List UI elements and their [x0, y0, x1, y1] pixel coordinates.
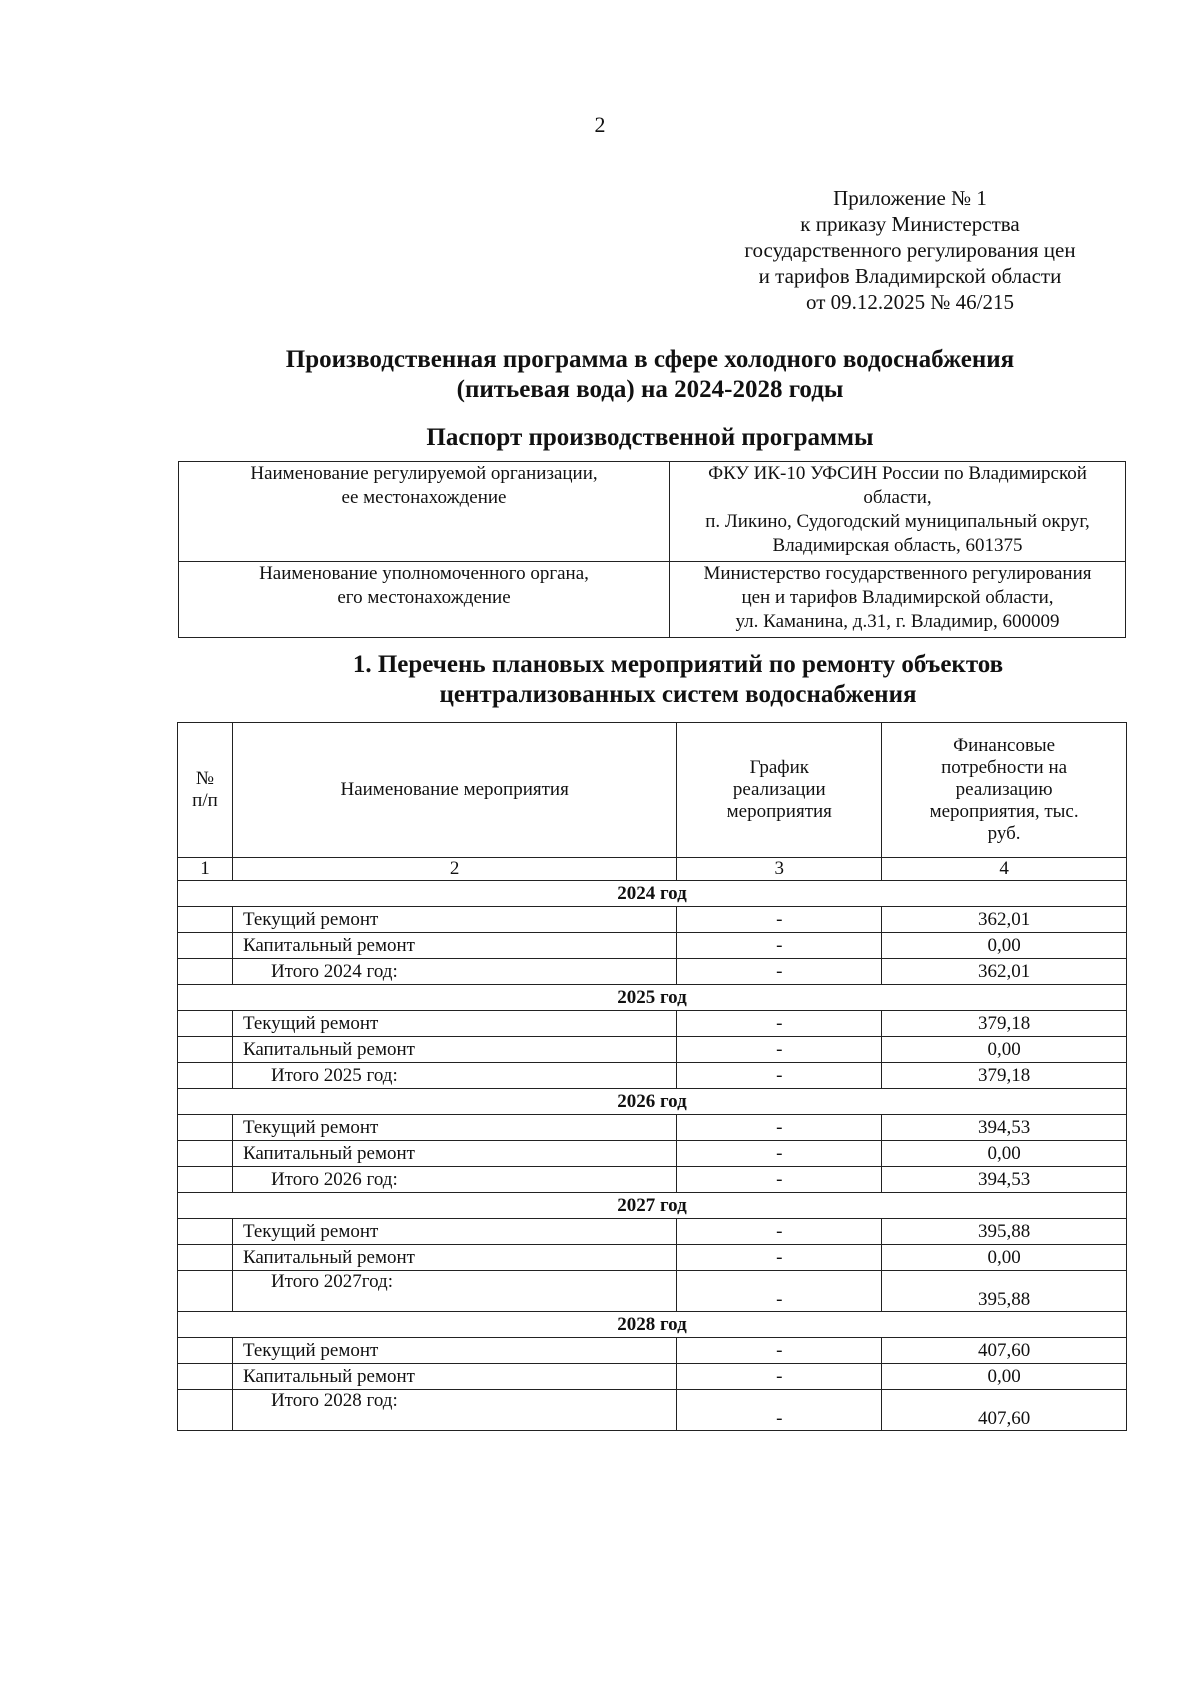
- schedule-cell: -: [677, 959, 882, 985]
- row-number: [178, 1115, 233, 1141]
- passport-row: [179, 562, 1126, 638]
- table-row: [178, 1338, 1127, 1364]
- table-row: [178, 1115, 1127, 1141]
- finance-value: 394,53: [882, 1115, 1127, 1141]
- row-number: [178, 1338, 233, 1364]
- schedule-cell: -: [677, 1219, 882, 1245]
- column-number: 2: [232, 858, 676, 881]
- header-line: №: [195, 768, 215, 789]
- row-number: [178, 1141, 233, 1167]
- year-row: [178, 881, 1127, 907]
- activity-name: Капитальный ремонт: [232, 1245, 676, 1271]
- finance-value: 379,18: [882, 1063, 1127, 1089]
- label-line: его местонахождение: [337, 587, 511, 608]
- header-line: реализацию: [955, 779, 1053, 800]
- value-line: ФКУ ИК-10 УФСИН России по Владимирской: [708, 463, 1087, 484]
- activity-name: Итого 2024 год:: [232, 959, 676, 985]
- header-name: Наименование мероприятия: [232, 723, 676, 858]
- schedule-cell: -: [677, 1011, 882, 1037]
- year-row: [178, 1089, 1127, 1115]
- activity-name: Текущий ремонт: [232, 1011, 676, 1037]
- row-number: [178, 1219, 233, 1245]
- year-row: [178, 985, 1127, 1011]
- activity-name: Капитальный ремонт: [232, 1037, 676, 1063]
- activity-name: Капитальный ремонт: [232, 1141, 676, 1167]
- row-number: [178, 933, 233, 959]
- label-line: Наименование уполномоченного органа,: [259, 563, 589, 584]
- total-row: [178, 1167, 1127, 1193]
- finance-value: 395,88: [882, 1219, 1127, 1245]
- row-number: [178, 1245, 233, 1271]
- schedule-cell: -: [677, 1115, 882, 1141]
- value-line: ул. Каманина, д.31, г. Владимир, 600009: [735, 611, 1060, 632]
- activity-name: Текущий ремонт: [232, 1219, 676, 1245]
- title-line: Производственная программа в сфере холодного водоснабжения: [285, 346, 1015, 373]
- passport-value: [670, 462, 1126, 562]
- row-number: [178, 1037, 233, 1063]
- passport-value: [670, 562, 1126, 638]
- activity-name: Капитальный ремонт: [232, 1364, 676, 1390]
- appendix-block: [700, 185, 1120, 315]
- activity-name: Текущий ремонт: [232, 1338, 676, 1364]
- passport-label: [179, 562, 670, 638]
- table-row: [178, 1245, 1127, 1271]
- section-title-line: централизованных систем водоснабжения: [439, 681, 917, 708]
- activity-name: Итого 2025 год:: [232, 1063, 676, 1089]
- value-line: Владимирская область, 601375: [772, 535, 1023, 556]
- header-line: руб.: [987, 823, 1021, 844]
- appendix-line: от 09.12.2025 № 46/215: [805, 290, 1015, 314]
- year-label: 2024 год: [178, 881, 1127, 907]
- page-number: 2: [594, 112, 606, 137]
- title-line: (питьевая вода) на 2024-2028 годы: [456, 376, 844, 403]
- header-line: График: [749, 757, 809, 778]
- schedule-cell: -: [677, 1141, 882, 1167]
- row-number: [178, 1390, 233, 1431]
- column-number: 3: [677, 858, 882, 881]
- finance-value: 394,53: [882, 1167, 1127, 1193]
- finance-value: 0,00: [882, 1245, 1127, 1271]
- table-row: [178, 1037, 1127, 1063]
- events-table: [177, 722, 1127, 1431]
- schedule-cell: -: [677, 1338, 882, 1364]
- finance-value: 407,60: [882, 1338, 1127, 1364]
- activity-name: Итого 2027год:: [232, 1271, 676, 1312]
- header-num: [178, 723, 233, 858]
- column-number: 4: [882, 858, 1127, 881]
- activity-name: Текущий ремонт: [232, 907, 676, 933]
- finance-value: 0,00: [882, 1364, 1127, 1390]
- activity-name: Текущий ремонт: [232, 1115, 676, 1141]
- section-title: [178, 650, 1178, 710]
- activity-name: Капитальный ремонт: [232, 933, 676, 959]
- document-title: [160, 345, 1140, 405]
- schedule-cell: -: [677, 1390, 882, 1431]
- row-number: [178, 1063, 233, 1089]
- total-row: [178, 1271, 1127, 1312]
- header-line: реализации: [732, 779, 826, 800]
- year-label: 2028 год: [178, 1312, 1127, 1338]
- row-number: [178, 1011, 233, 1037]
- finance-value: 0,00: [882, 1141, 1127, 1167]
- finance-value: 379,18: [882, 1011, 1127, 1037]
- appendix-line: государственного регулирования цен: [744, 238, 1076, 262]
- section-title-line: 1. Перечень плановых мероприятий по ремонту объектов: [352, 651, 1004, 678]
- total-row: [178, 1390, 1127, 1431]
- table-row: [178, 933, 1127, 959]
- value-line: Министерство государственного регулирования: [703, 563, 1092, 584]
- year-label: 2025 год: [178, 985, 1127, 1011]
- activity-name: Итого 2028 год:: [232, 1390, 676, 1431]
- header-row: [178, 723, 1127, 858]
- finance-value: 395,88: [882, 1271, 1127, 1312]
- header-finance: [882, 723, 1127, 858]
- year-row: [178, 1312, 1127, 1338]
- finance-value: 0,00: [882, 1037, 1127, 1063]
- column-number-row: [178, 858, 1127, 881]
- table-row: [178, 1011, 1127, 1037]
- appendix-line: Приложение № 1: [833, 186, 987, 210]
- passport-table: [178, 461, 1126, 638]
- passport-heading: Паспорт производственной программы: [426, 424, 874, 451]
- schedule-cell: -: [677, 1167, 882, 1193]
- schedule-cell: -: [677, 1063, 882, 1089]
- schedule-cell: -: [677, 907, 882, 933]
- appendix-line: и тарифов Владимирской области: [758, 264, 1062, 288]
- activity-name: Итого 2026 год:: [232, 1167, 676, 1193]
- finance-value: 362,01: [882, 907, 1127, 933]
- year-row: [178, 1193, 1127, 1219]
- header-line: мероприятия, тыс.: [929, 801, 1079, 822]
- header-schedule: [677, 723, 882, 858]
- row-number: [178, 907, 233, 933]
- year-label: 2027 год: [178, 1193, 1127, 1219]
- row-number: [178, 1364, 233, 1390]
- value-line: п. Ликино, Судогодский муниципальный округ,: [705, 511, 1090, 532]
- schedule-cell: -: [677, 1364, 882, 1390]
- total-row: [178, 1063, 1127, 1089]
- row-number: [178, 1167, 233, 1193]
- table-row: [178, 1219, 1127, 1245]
- total-row: [178, 959, 1127, 985]
- value-line: области,: [863, 487, 932, 508]
- header-line: п/п: [192, 790, 218, 811]
- header-line: мероприятия: [726, 801, 832, 822]
- table-row: [178, 1141, 1127, 1167]
- schedule-cell: -: [677, 933, 882, 959]
- header-line: Финансовые: [953, 735, 1056, 756]
- finance-value: 0,00: [882, 933, 1127, 959]
- passport-label: [179, 462, 670, 562]
- schedule-cell: -: [677, 1271, 882, 1312]
- schedule-cell: -: [677, 1037, 882, 1063]
- passport-row: [179, 462, 1126, 562]
- row-number: [178, 1271, 233, 1312]
- table-row: [178, 907, 1127, 933]
- value-line: цен и тарифов Владимирской области,: [741, 587, 1054, 608]
- label-line: Наименование регулируемой организации,: [250, 463, 598, 484]
- year-label: 2026 год: [178, 1089, 1127, 1115]
- appendix-line: к приказу Министерства: [800, 212, 1020, 236]
- header-line: потребности на: [941, 757, 1068, 778]
- schedule-cell: -: [677, 1245, 882, 1271]
- finance-value: 407,60: [882, 1390, 1127, 1431]
- column-number: 1: [178, 858, 233, 881]
- label-line: ее местонахождение: [341, 487, 507, 508]
- table-row: [178, 1364, 1127, 1390]
- finance-value: 362,01: [882, 959, 1127, 985]
- row-number: [178, 959, 233, 985]
